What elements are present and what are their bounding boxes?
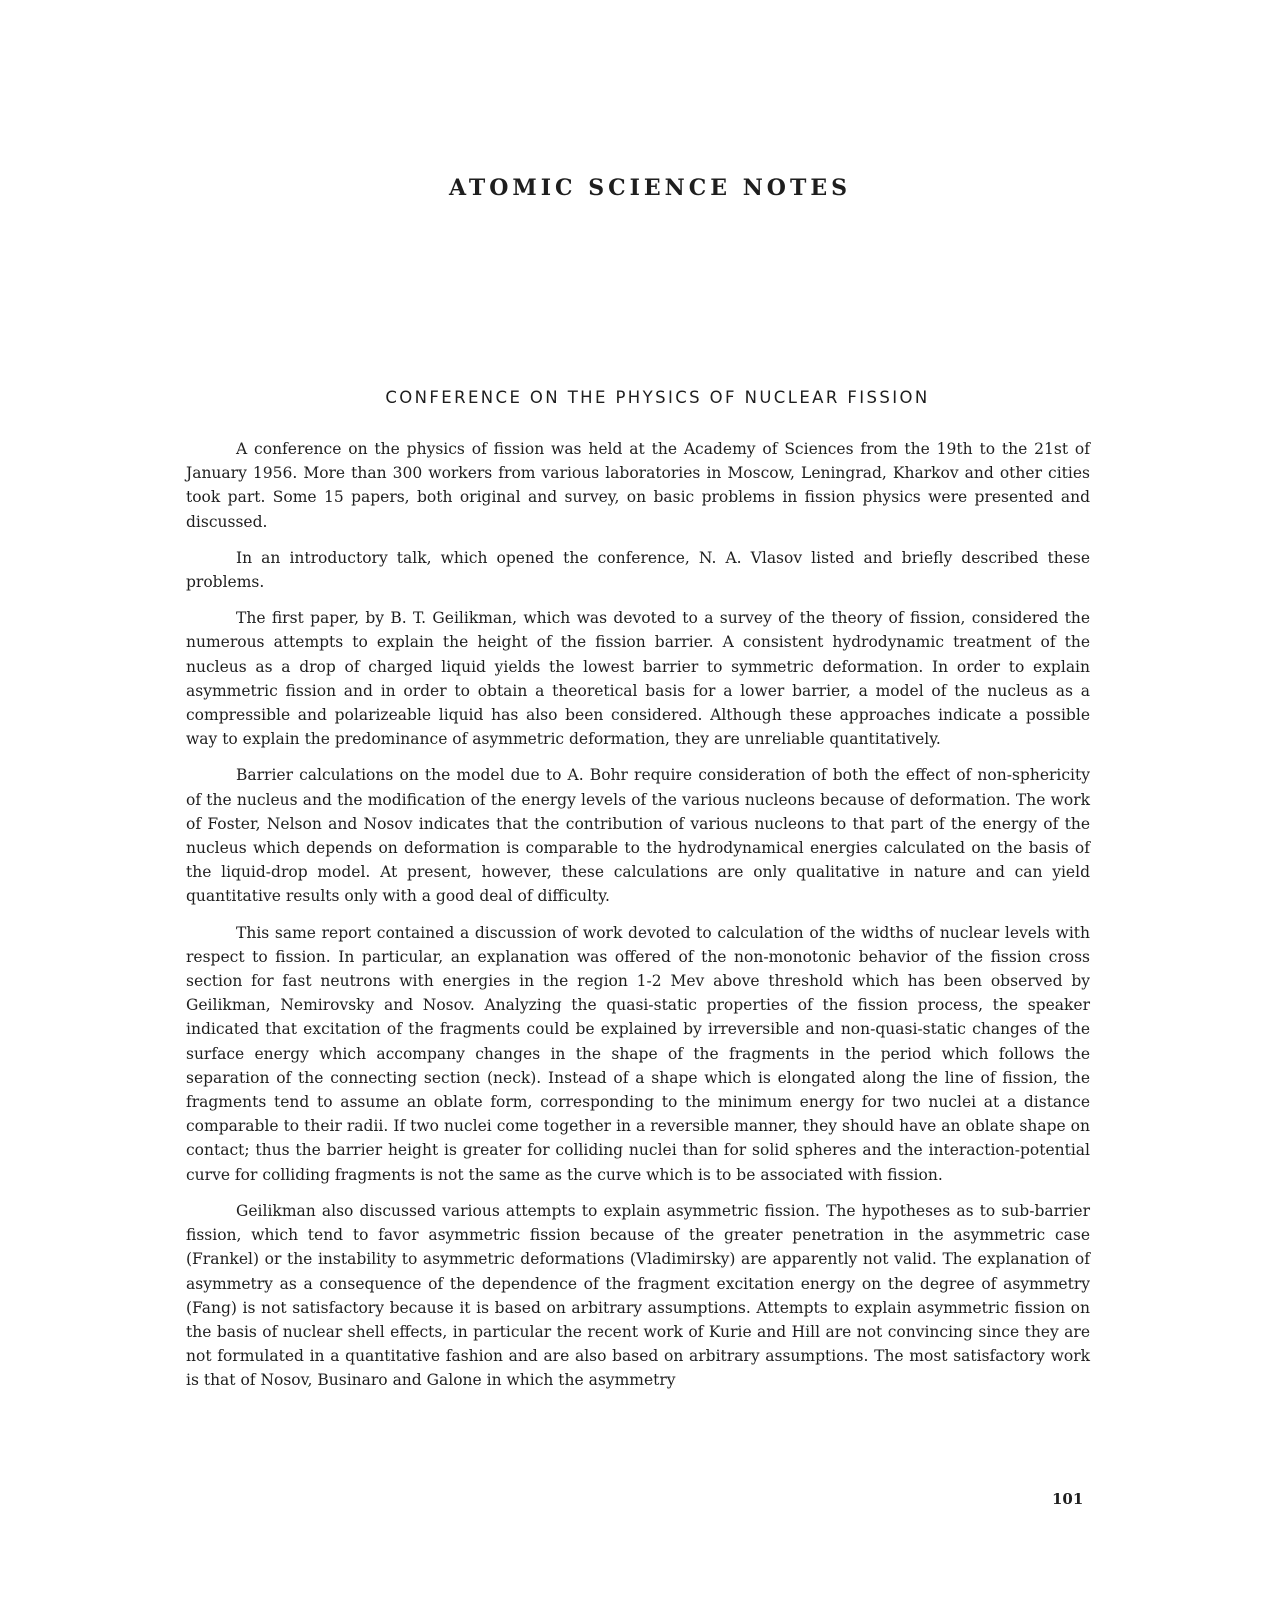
body-text [186,437,1090,1405]
paragraph-6: Geilikman also discussed various attempts to explain asymmetric fission. The hypotheses as to sub-barrier fission, which tend to favor asymmetric fission because of the greater penetration in the asymmetric case (Frankel) or the instability to asymmetric deformations (Vladimirsky) are apparently not valid. The explanation of asymmetry as a consequence of the dependence of the fragment excitation energy on the degree of asymmetry (Fang) is not satisfactory because it is based on arbitrary assumptions. Attempts to explain asymmetric fission on the basis of nuclear shell effects, in particular the recent work of Kurie and Hill are not convincing since they are not formulated in a quantitative fashion and are also based on arbitrary assumptions. The most satisfactory work is that of Nosov, Businaro and Galone in which the asymmetry [186,1201,1090,1390]
page-number: 101 [1052,1490,1084,1508]
paragraph-3: The first paper, by B. T. Geilikman, which was devoted to a survey of the theory of fission, considered the numerous attempts to explain the height of the fission barrier. A consistent hydrodynamic treatment of the nucleus as a drop of charged liquid yields the lowest barrier to symmetric deformation. In order to explain asymmetric fission and in order to obtain a theoretical basis for a lower barrier, a model of the nucleus as a compressible and polarizeable liquid has also been considered. Although these approaches indicate a possible way to explain the predominance of asymmetric deformation, they are unreliable quantitatively. [186,609,1090,749]
paragraph-2: In an introductory talk, which opened the conference, N. A. Vlasov listed and briefly described these problems. [186,548,1090,592]
paragraph-5: This same report contained a discussion of work devoted to calculation of the widths of nuclear levels with respect to fission. In particular, an explanation was offered of the non-monotonic behavior of the fission cross section for fast neutrons with energies in the region 1-2 Mev above threshold which has been observed by Geilikman, Nemirovsky and Nosov. Analyzing the quasi-static properties of the fission process, the speaker indicated that excitation of the fragments could be explained by irreversible and non-quasi-static changes of the surface energy which accompany changes in the shape of the fragments in the period which follows the separation of the connecting section (neck). Instead of a shape which is elongated along the line of fission, the fragments tend to assume an oblate form, corresponding to the minimum energy for two nuclei at a distance comparable to their radii. If two nuclei come together in a reversible manner, they should have an oblate shape on contact; thus the barrier height is greater for colliding nuclei than for solid spheres and the interaction-potential curve for colliding fragments is not the same as the curve which is to be associated with fission. [186,923,1090,1184]
paragraph-1: A conference on the physics of fission was held at the Academy of Sciences from the 19th to the 21st of January 1956. More than 300 workers from various laboratories in Moscow, Leningrad, Kharkov and other cities took part. Some 15 papers, both original and survey, on basic problems in fission physics were presented and discussed. [186,440,1090,531]
page-title: ATOMIC SCIENCE NOTES [448,175,852,201]
section-title: CONFERENCE ON THE PHYSICS OF NUCLEAR FISSION [385,388,930,407]
paragraph-4: Barrier calculations on the model due to A. Bohr require consideration of both the effect of non-sphericity of the nucleus and the modification of the energy levels of the various nucleons because of deformation. The work of Foster, Nelson and Nosov indicates that the contribution of various nucleons to that part of the energy of the nucleus which depends on deformation is comparable to the hydrodynamical energies calculated on the basis of the liquid-drop model. At present, however, these calculations are only qualitative in nature and can yield quantitative results only with a good deal of difficulty. [186,766,1090,906]
